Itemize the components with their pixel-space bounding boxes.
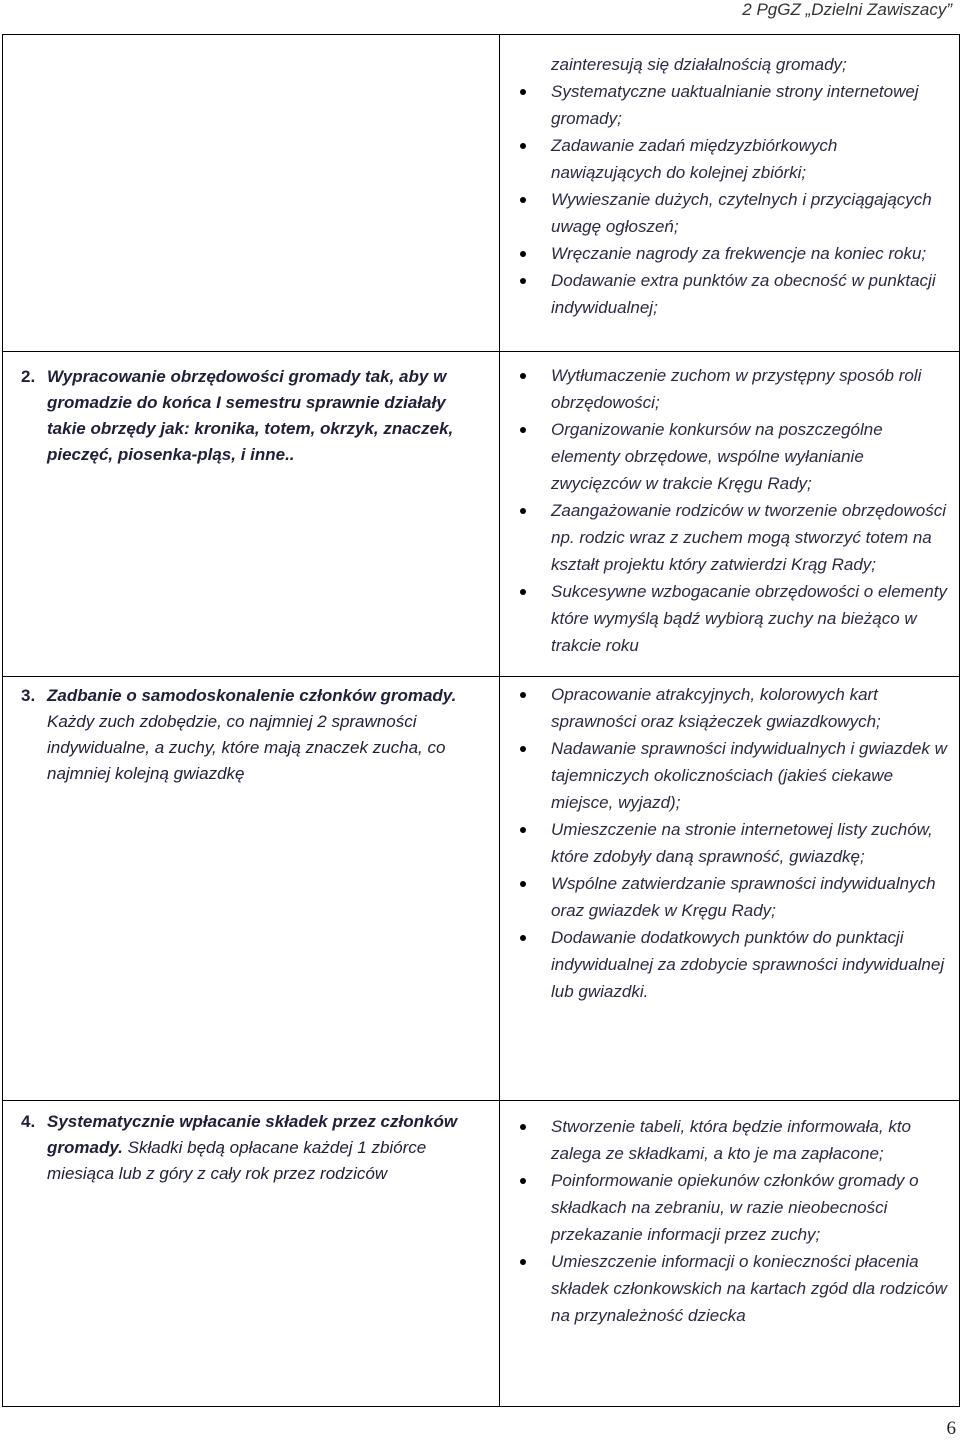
list-item: Poinformowanie opiekunów członków gromady o składkach na zebraniu, w razie nieobecności przekazanie informacji przez zuchy; — [500, 1167, 951, 1248]
goal-number: 4. — [21, 1112, 36, 1131]
list-item: Zaangażowanie rodziców w tworzenie obrzędowości np. rodzic wraz z zuchem mogą stworzyć totem na kształt projektu który zatwierdzi Krąg Rady; — [500, 497, 951, 578]
list-item: Wręczanie nagrody za frekwencje na koniec roku; — [500, 240, 951, 267]
activities-cell — [500, 352, 960, 677]
list-item: Umieszczenie na stronie internetowej listy zuchów, które zdobyły daną sprawność, gwiazdkę; — [500, 816, 951, 870]
bullet-icon — [520, 827, 526, 833]
table-row — [3, 1101, 960, 1407]
activities-cell — [500, 677, 960, 1101]
list-item: Umieszczenie informacji o konieczności płacenia składek członkowskich na kartach zgód dla rodziców na przynależność dziecka — [500, 1248, 951, 1329]
bullet-icon — [520, 143, 526, 149]
activity-list — [500, 352, 959, 665]
bullet-icon — [520, 746, 526, 752]
page-number: 6 — [946, 1418, 956, 1439]
goal-description: Każdy zuch zdobędzie, co najmniej 2 sprawności indywidualne, a zuchy, które mają znaczek zucha, co najmniej kolejną gwiazdkę — [47, 712, 446, 783]
bullet-icon — [520, 692, 526, 698]
list-item: Opracowanie atrakcyjnych, kolorowych kart sprawności oraz książeczek gwiazdkowych; — [500, 681, 951, 735]
list-item: Dodawanie extra punktów za obecność w punktacji indywidualnej; — [500, 267, 951, 321]
activities-cell — [500, 1101, 960, 1407]
goal-description: Składki będą opłacane każdej 1 zbiórce miesiąca lub z góry z cały rok przez rodziców — [47, 1138, 427, 1183]
goal-title: Zadbanie o samodoskonalenie członków gromady. — [47, 686, 457, 705]
running-header: 2 PgGZ „Dzielni Zawiszacy” — [742, 0, 952, 19]
list-item: Zadawanie zadań międzyzbiórkowych nawiązujących do kolejnej zbiórki; — [500, 132, 951, 186]
goal-number: 3. — [21, 686, 36, 705]
table-row — [3, 677, 960, 1101]
bullet-icon — [520, 427, 526, 433]
bullet-icon — [520, 251, 526, 257]
activity-list — [500, 35, 959, 327]
list-item: Systematyczne uaktualnianie strony internetowej gromady; — [500, 78, 951, 132]
bullet-icon — [520, 881, 526, 887]
bullet-icon — [520, 373, 526, 379]
table-row — [3, 35, 960, 352]
list-item: Nadawanie sprawności indywidualnych i gwiazdek w tajemniczych okolicznościach (jakieś ciekawe miejsce, wyjazd); — [500, 735, 951, 816]
goal-title: Systematycznie wpłacanie składek przez członków gromady. — [47, 1112, 458, 1157]
goal-cell — [3, 677, 500, 1101]
goal-text — [21, 683, 481, 787]
goal-cell — [3, 1101, 500, 1407]
list-item: Sukcesywne wzbogacanie obrzędowości o elementy które wymyślą bądź wybiorą zuchy na bieżąco w trakcie roku — [500, 578, 951, 659]
list-item: zainteresują się działalnością gromady; — [551, 55, 847, 74]
activities-cell — [500, 35, 960, 352]
list-item: Stworzenie tabeli, która będzie informowała, kto zalega ze składkami, a kto je ma zapłacone; — [500, 1113, 951, 1167]
bullet-icon — [520, 278, 526, 284]
activity-list — [500, 677, 959, 1011]
bullet-icon — [520, 508, 526, 514]
bullet-icon — [520, 1259, 526, 1265]
bullet-icon — [520, 1124, 526, 1130]
bullet-icon — [520, 89, 526, 95]
goal-number: 2. — [21, 367, 36, 386]
table-row — [3, 352, 960, 677]
goal-cell — [3, 352, 500, 677]
goal-title: Wypracowanie obrzędowości gromady tak, aby w gromadzie do końca I semestru sprawnie działały takie obrzędy jak: kronika, totem, okrzyk, znaczek, pieczęć, piosenka-pląs, i inne.. — [47, 367, 454, 464]
list-item: Wytłumaczenie zuchom w przystępny sposób roli obrzędowości; — [500, 362, 951, 416]
list-item: Organizowanie konkursów na poszczególne elementy obrzędowe, wspólne wyłanianie zwycięzców w trakcie Kręgu Rady; — [500, 416, 951, 497]
goal-text — [21, 364, 481, 468]
bullet-icon — [520, 197, 526, 203]
activity-list — [500, 1101, 959, 1335]
list-item: Wywieszanie dużych, czytelnych i przyciągających uwagę ogłoszeń; — [500, 186, 951, 240]
bullet-icon — [520, 589, 526, 595]
goal-text — [21, 1109, 481, 1187]
list-item: Dodawanie dodatkowych punktów do punktacji indywidualnej za zdobycie sprawności indywidualnej lub gwiazdki. — [500, 924, 951, 1005]
plan-table — [2, 34, 960, 1407]
bullet-icon — [520, 1178, 526, 1184]
goal-cell — [3, 35, 500, 352]
bullet-icon — [520, 935, 526, 941]
list-item: Wspólne zatwierdzanie sprawności indywidualnych oraz gwiazdek w Kręgu Rady; — [500, 870, 951, 924]
